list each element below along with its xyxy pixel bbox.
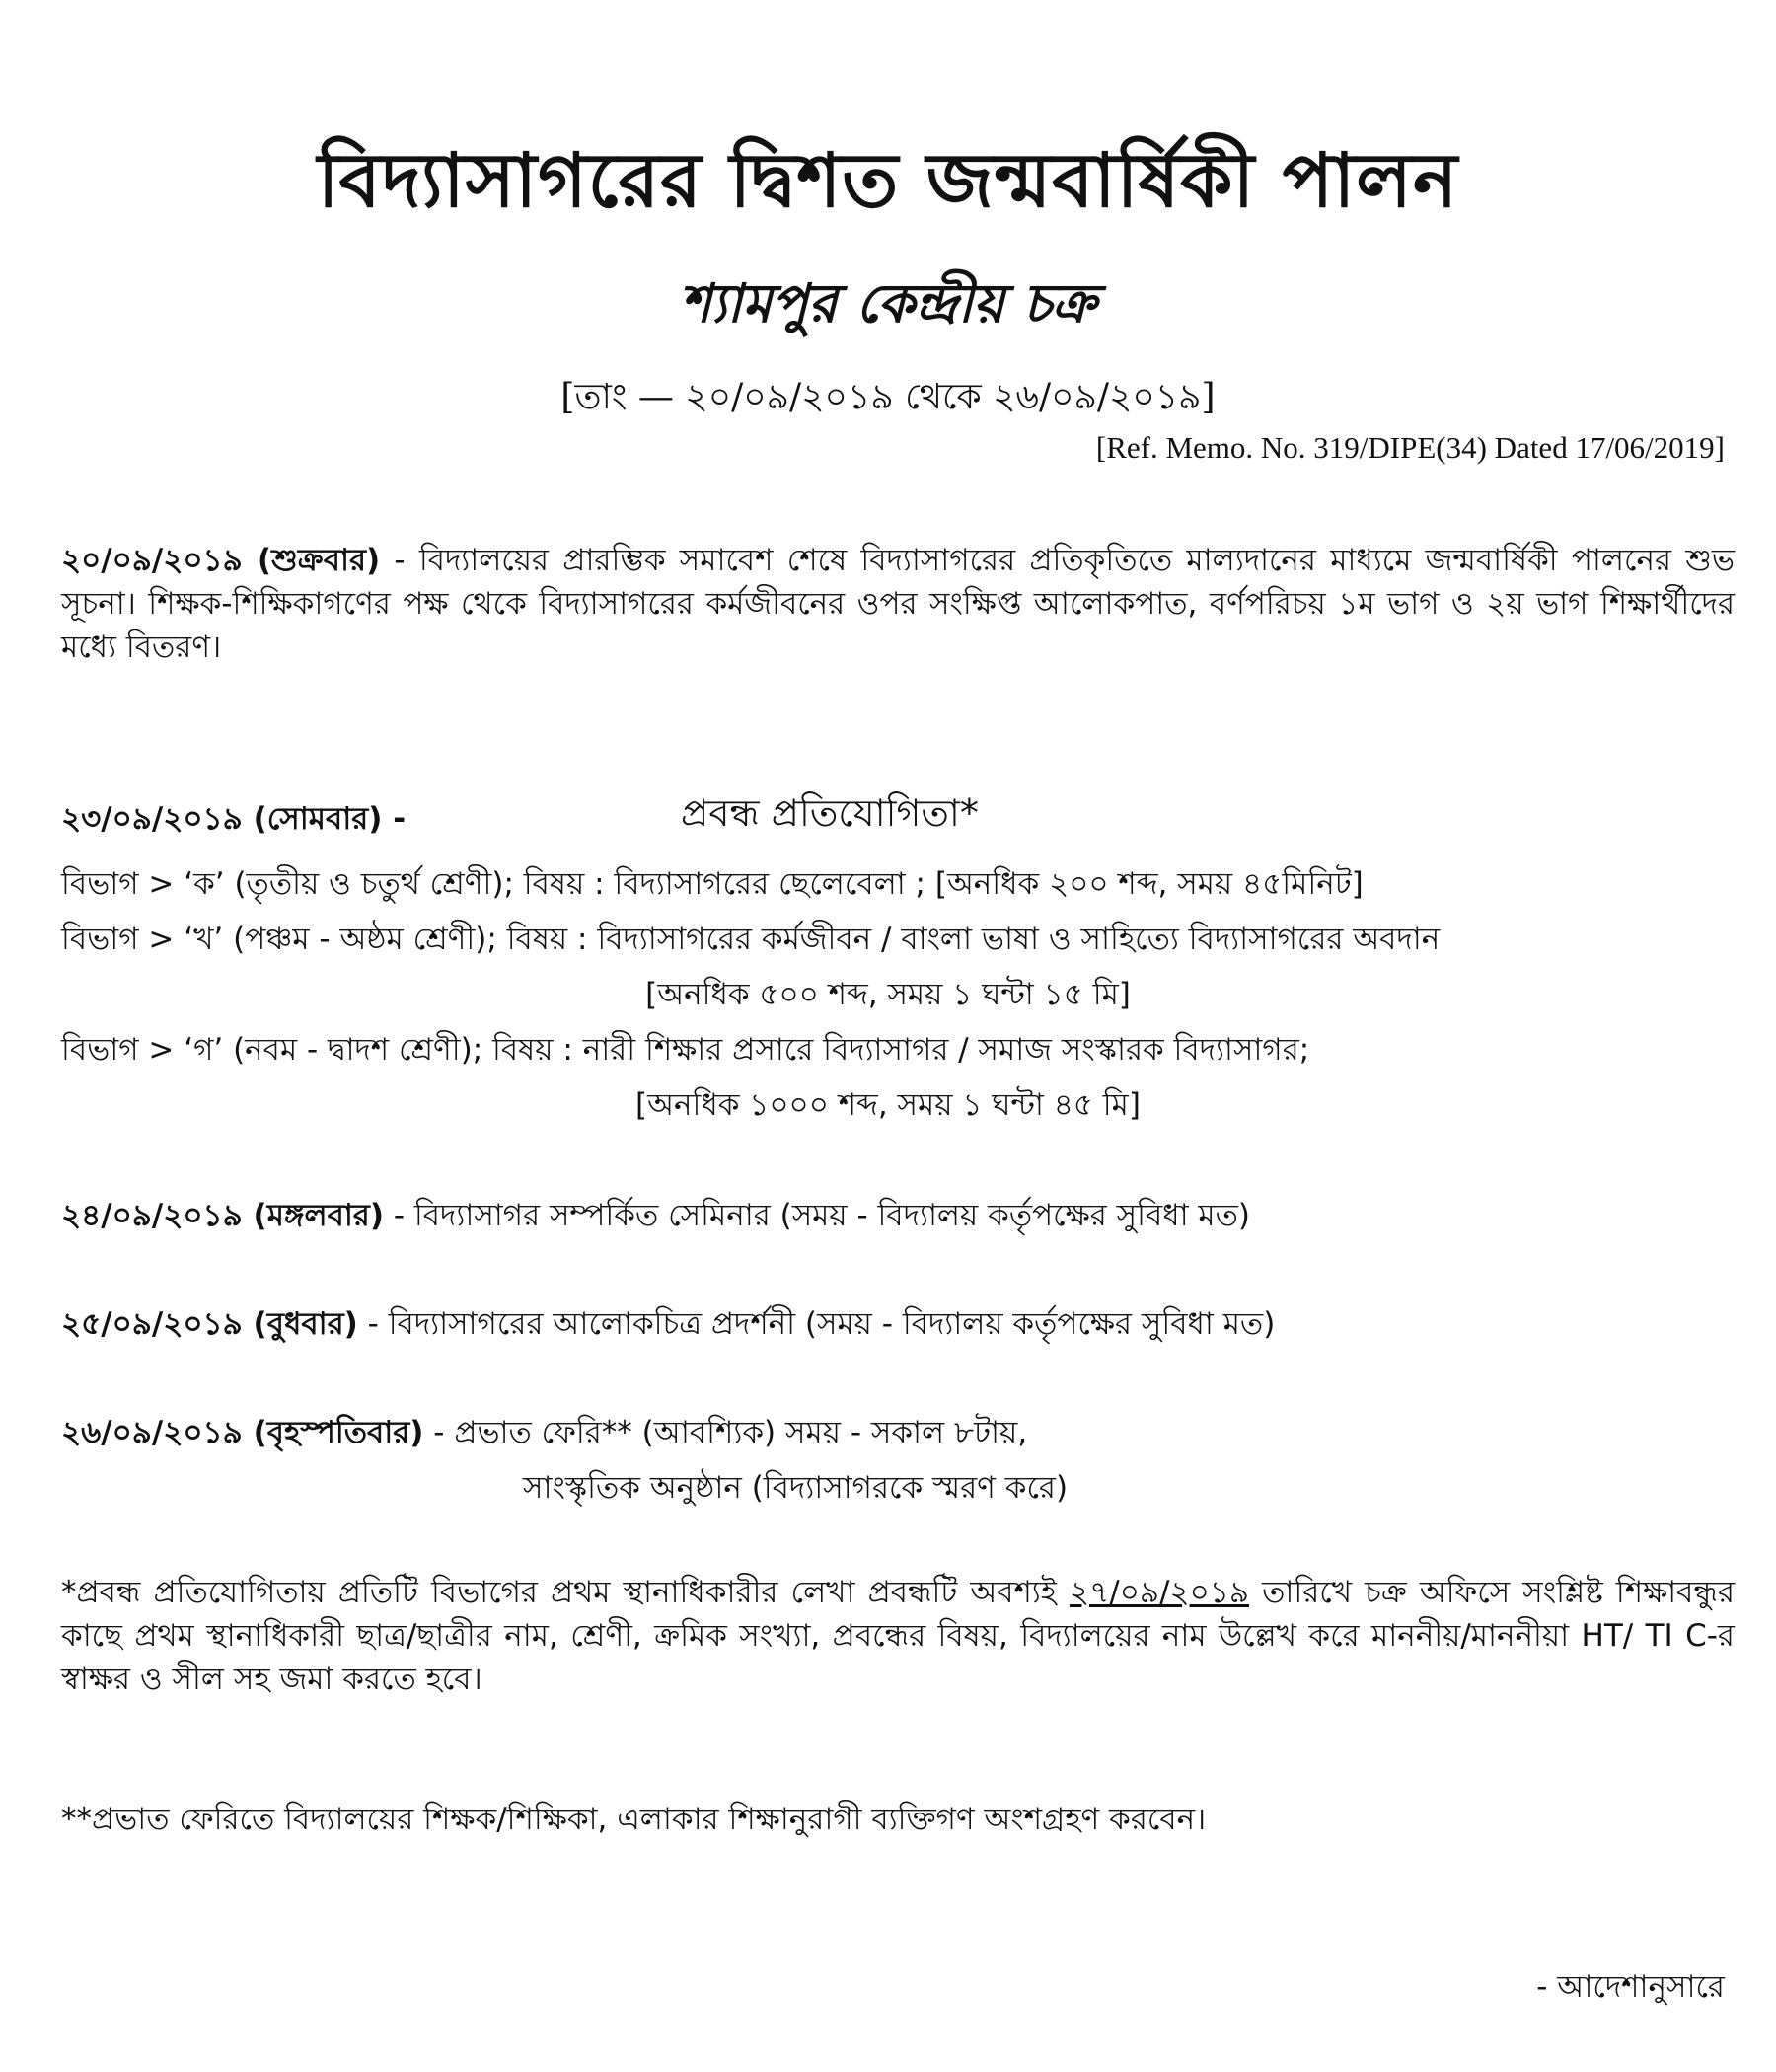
event-2-date-label: ২৩/০৯/২০১৯ (সোমবার) - (61, 801, 407, 837)
section-kha-line: বিভাগ > ‘খ’ (পঞ্চম - অষ্ঠম শ্রেণী); বিষয় : বিদ্যাসাগরের কর্মজীবন / বাংলা ভাষা ও সাহিত্যে বিদ্যাসাগরের অবদান (61, 922, 1441, 957)
page-title: বিদ্যাসাগরের দ্বিশত জন্মবার্ষিকী পালন (317, 136, 1459, 224)
essay-competition-heading: প্রবন্ধ প্রতিযোগিতা* (681, 791, 979, 835)
event-1 (61, 539, 1735, 669)
section-ga-line: বিভাগ > ‘গ’ (নবম - দ্বাদশ শ্রেণী); বিষয় : নারী শিক্ষার প্রসারে বিদ্যাসাগর / সমাজ সংস্কারক বিদ্যাসাগর; (61, 1032, 1310, 1068)
event-4 (61, 1302, 1735, 1346)
note-1-text-after: তারিখে চক্র অফিসে সংশ্লিষ্ট শিক্ষাবন্ধুর কাছে প্রথম স্থানাধিকারী ছাত্র/ছাত্রীর নাম, শ্রেণী, ক্রমিক সংখ্যা, প্রবন্ধের বিষয়, বিদ্যালয়ের নাম উল্লেখ করে মাননীয়/মাননীয়া HT/ TI C-র স্বাক্ষর ও সীল সহ জমা করতে হবে। (61, 1575, 1735, 1697)
date-range: [তাং — ২০/০৯/২০১৯ থেকে ২৬/০৯/২০১৯] (560, 377, 1216, 417)
section-ka-line: বিভাগ > ‘ক’ (তৃতীয় ও চতুর্থ শ্রেণী); বিষয় : বিদ্যাসাগরের ছেলেবেলা ; [অনধিক ২০০ শব্দ, সময় ৪৫মিনিট] (61, 866, 1364, 902)
event-4-text: - বিদ্যাসাগরের আলোকচিত্র প্রদর্শনী (সময় - বিদ্যালয় কর্তৃপক্ষের সুবিধা মত) (357, 1306, 1276, 1342)
by-order-signature: - আদেশানুসারে (1536, 1969, 1725, 2005)
section-kha-limit: [অনধিক ৫০০ শব্দ, সময় ১ ঘন্টা ১৫ মি] (645, 977, 1131, 1012)
event-3-text: - বিদ্যাসাগর সম্পর্কিত সেমিনার (সময় - বিদ্যালয় কর্তৃপক্ষের সুবিধা মত) (384, 1198, 1251, 1233)
event-1-date: ২০/০৯/২০১৯ (শুক্রবার) (61, 543, 381, 578)
prabhat-feri-note: **প্রভাত ফেরিতে বিদ্যালয়ের শিক্ষক/শিক্ষিকা, এলাকার শিক্ষানুরাগী ব্যক্তিগণ অংশগ্রহণ করবেন। (61, 1802, 1207, 1837)
note-1-text-before: *প্রবন্ধ প্রতিযোগিতায় প্রতিটি বিভাগের প্রথম স্থানাধিকারীর লেখা প্রবন্ধটি অবশ্যই (61, 1575, 1070, 1610)
memo-reference: [Ref. Memo. No. 319/DIPE(34) Dated 17/06/2019] (1095, 430, 1725, 465)
event-3-date: ২৪/০৯/২০১৯ (মঙ্গলবার) (61, 1198, 385, 1233)
event-1-text: - বিদ্যালয়ের প্রারম্ভিক সমাবেশ শেষে বিদ্যাসাগরের প্রতিকৃতিতে মাল্যদানের মাধ্যমে জন্মবার্ষিকী পালনের শুভ সূচনা। শিক্ষক-শিক্ষিকাগণের পক্ষ থেকে বিদ্যাসাগরের কর্মজীবনের ওপর সংক্ষিপ্ত আলোকপাত, বর্ণপরিচয় ১ম ভাগ ও ২য় ভাগ শিক্ষার্থীদের মধ্যে বিতরণ। (61, 543, 1736, 665)
event-4-date: ২৫/০৯/২০১৯ (বুধবার) (61, 1306, 358, 1342)
page-subtitle: শ্যামপুর কেন্দ্রীয় চক্র (679, 272, 1097, 334)
event-5-cultural-line: সাংস্কৃতিক অনুষ্ঠান (বিদ্যাসাগরকে স্মরণ করে) (523, 1470, 1069, 1506)
section-ga-limit: [অনধিক ১০০০ শব্দ, সময় ১ ঘন্টা ৪৫ মি] (635, 1087, 1141, 1123)
event-5 (61, 1411, 1735, 1454)
event-5-date: ২৬/০৯/২০১৯ (বৃহস্পতিবার) (61, 1415, 424, 1450)
essay-submission-note (61, 1571, 1735, 1701)
event-3 (61, 1194, 1735, 1237)
note-1-submission-date: ২৭/০৯/২০১৯ (1070, 1575, 1250, 1610)
event-5-text: - প্রভাত ফেরি** (আবশ্যিক) সময় - সকাল ৮টায়, (423, 1415, 1028, 1450)
